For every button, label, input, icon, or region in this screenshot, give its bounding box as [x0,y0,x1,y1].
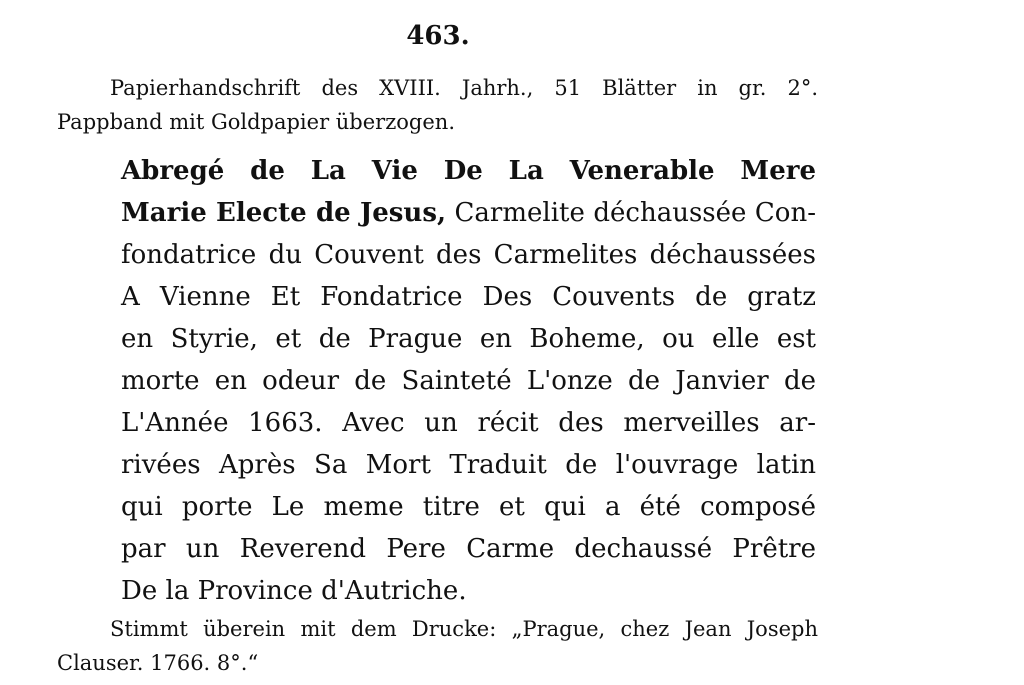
title-line-1: Abregé de La Vie De La Venerable Mere [121,156,816,186]
description-line-1: Papierhandschrift des XVIII. Jahrh., 51 Blätter in gr. 2°. [110,76,818,100]
title-line-11: De la Province d'Autriche. [121,576,467,606]
title-line-10: par un Reverend Pere Carme dechaussé Prêtre [121,534,816,564]
title-line-2 [121,193,816,233]
title-name: Marie Electe de Jesus, [121,198,447,228]
note-line-1: Stimmt überein mit dem Drucke: „Prague, chez Jean Joseph [110,617,818,641]
title-line-8: rivées Après Sa Mort Traduit de l'ouvrage latin [121,450,816,480]
title-line-7: L'Année 1663. Avec un récit des merveilles ar- [121,408,816,438]
description-line-2: Pappband mit Goldpapier überzogen. [57,110,455,134]
title-line-2-rest: Carmelite déchaussée Con- [446,198,816,228]
note-line-2: Clauser. 1766. 8°.“ [57,651,259,675]
entry-number: 463. [406,21,470,51]
title-line-6: morte en odeur de Sainteté L'onze de Janvier de [121,366,816,396]
title-line-3: fondatrice du Couvent des Carmelites déchaussées [121,240,816,270]
title-line-4: A Vienne Et Fondatrice Des Couvents de gratz [121,282,816,312]
title-line-9: qui porte Le meme titre et qui a été composé [121,492,816,522]
title-line-5: en Styrie, et de Prague en Boheme, ou elle est [121,324,816,354]
